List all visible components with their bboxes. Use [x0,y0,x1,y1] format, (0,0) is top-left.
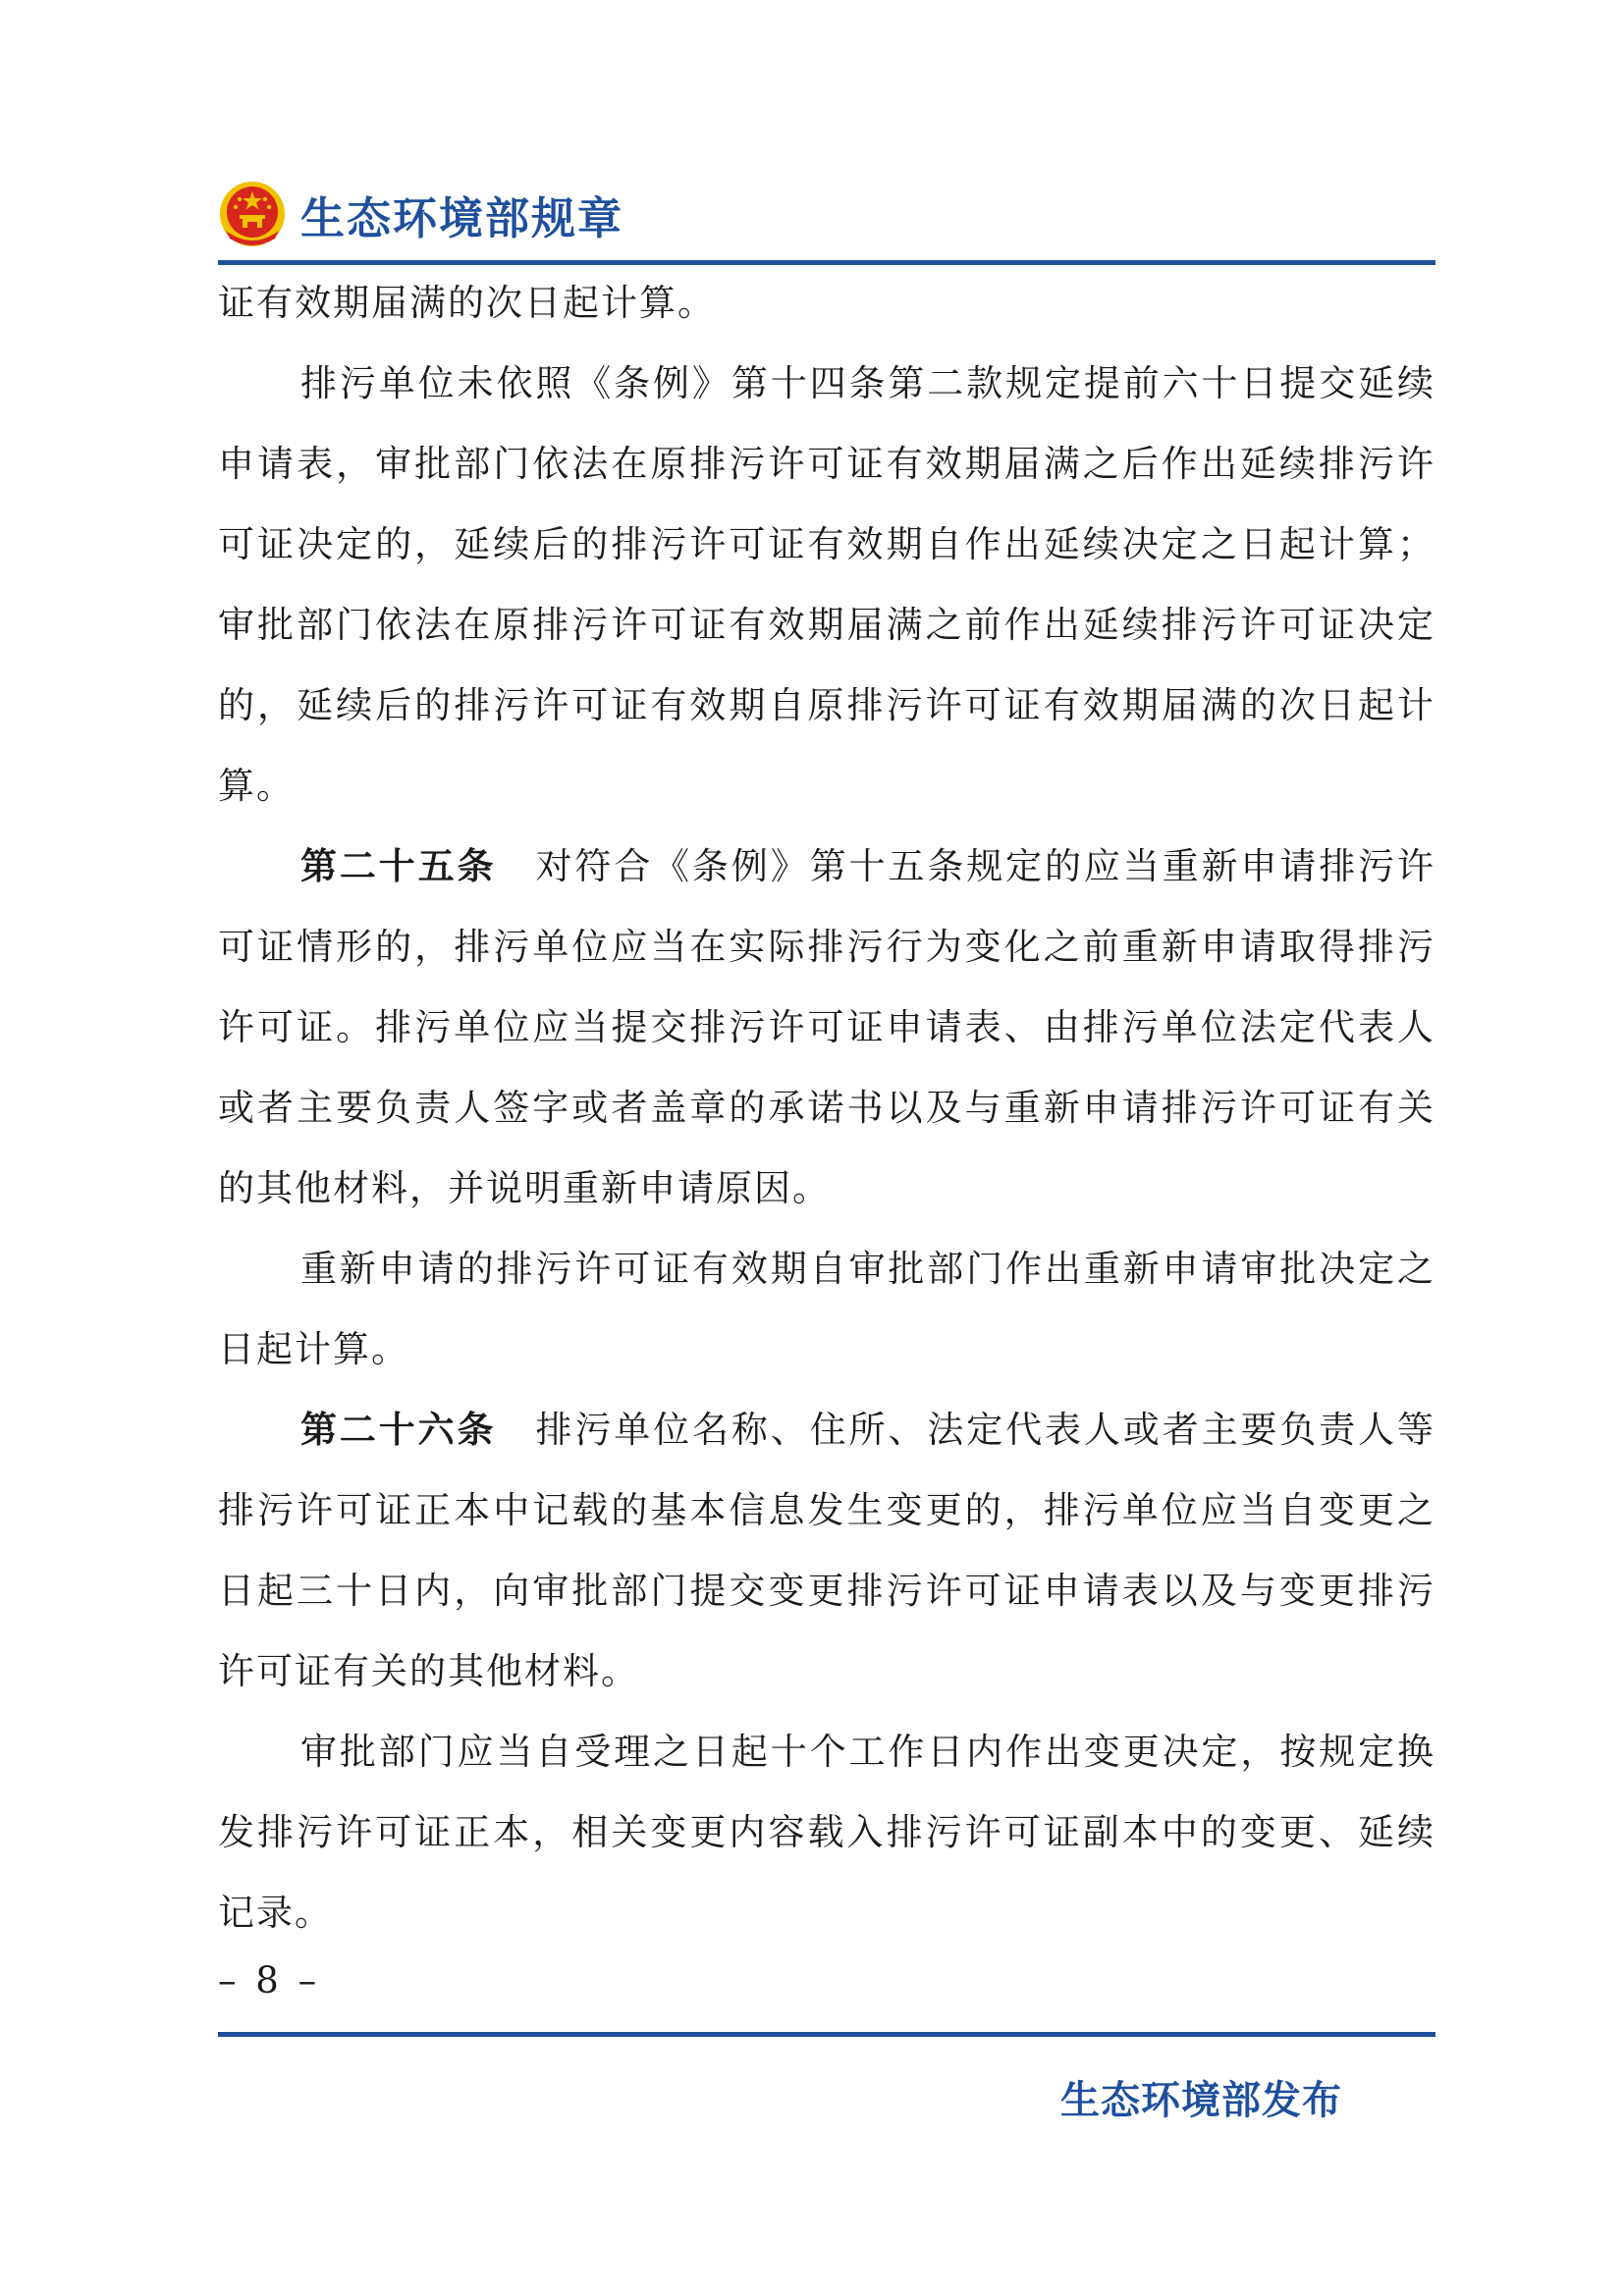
paragraph-text: 对符合《条例》第十五条规定的应当重新申请排污许可证情形的，排污单位应当在实际排污行为变化之前重新申请取得排污许可证。排污单位应当提交排污许可证申请表、由排污单位法定代表人或者主要负责人签字或者盖章的承诺书以及与重新申请排污许可证有关的其他材料，并说明重新申请原因。 [218,845,1436,1209]
paragraph-text: 排污单位名称、住所、法定代表人或者主要负责人等排污许可证正本中记载的基本信息发生变更的，排污单位应当自变更之日起三十日内，向审批部门提交变更排污许可证申请表以及与变更排污许可证有关的其他材料。 [218,1409,1436,1692]
paragraph-text: 证有效期届满的次日起计算。 [218,282,716,324]
paragraph [218,1229,1435,1390]
paragraph-text: 重新申请的排污许可证有效期自审批部门作出重新申请审批决定之日起计算。 [218,1248,1435,1370]
national-emblem-icon [218,180,287,248]
paragraph-text: 排污单位未依照《条例》第十四条第二款规定提前六十日提交延续申请表，审批部门依法在原排污许可证有效期届满之后作出延续排污许可证决定的，延续后的排污许可证有效期自作出延续决定之日起计算；审批部门依法在原排污许可证有效期届满之前作出延续排污许可证决定的，延续后的排污许可证有效期自原排污许可证有效期届满的次日起计算。 [218,362,1435,807]
page-header [218,175,623,253]
paragraph-text: 审批部门应当自受理之日起十个工作日内作出变更决定，按规定换发排污许可证正本，相关变更内容载入排污许可证副本中的变更、延续记录。 [218,1731,1435,1934]
article-paragraph [218,827,1435,1229]
paragraph [218,344,1435,827]
footer-publisher: 生态环境部发布 [1060,2078,1342,2123]
page-number: – 8 – [218,1959,321,2002]
paragraph [218,1712,1435,1953]
article-paragraph [218,1390,1435,1712]
footer-rule [218,2032,1435,2037]
article-number: 第二十六条 [300,1409,497,1451]
header-title: 生态环境部规章 [300,191,624,244]
document-body [218,263,1435,1953]
paragraph [218,263,1435,344]
article-number: 第二十五条 [300,845,497,887]
